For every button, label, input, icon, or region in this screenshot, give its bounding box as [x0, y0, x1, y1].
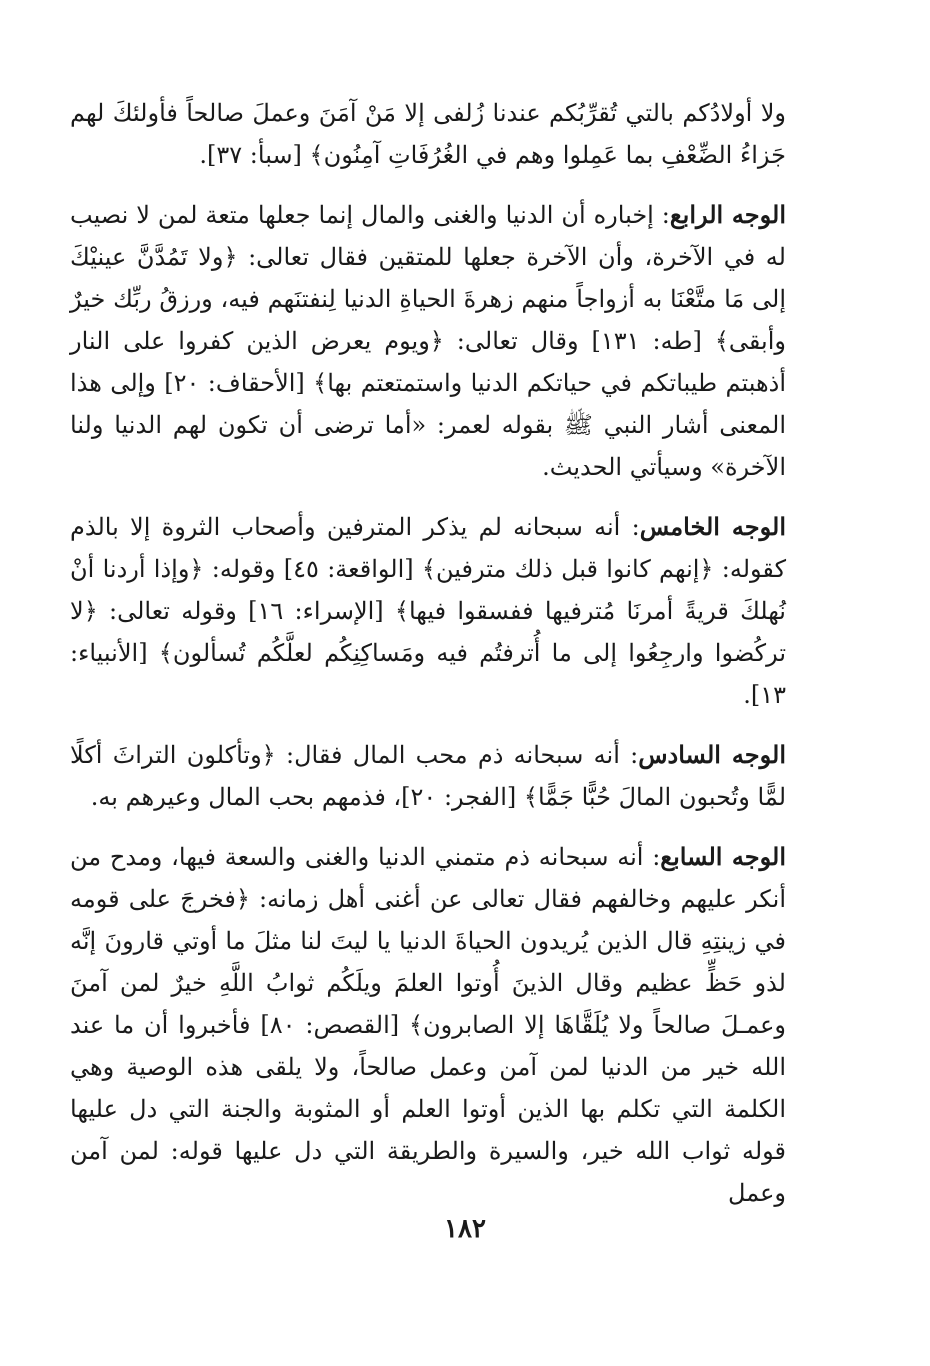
paragraph-text: ولا أولادُكم بالتي تُقرِّبُكم عندنا زُلفى إلا مَنْ آمَنَ وعملَ صالحاً فأولئكَ لهم جَزاءُ الضِّعْفِ بما عَمِلوا وهم في الغُرُفَاتِ آمِنُون﴾ [سبأ: ٣٧].	[70, 99, 786, 169]
paragraph-text: : أنه سبحانه ذم متمني الدنيا والغنى والسعة فيها، ومدح من أنكر عليهم وخالفهم فقال تعالى عن أغنى أهل زمانه: ﴿فخرجَ على قومه في زينتِهِ قال الذين يُريدون الحياةَ الدنيا يا ليتَ لنا مثلَ ما أوتي قارونَ إنَّه لذو حَظٍّ عظيم وقال الذينَ أُوتوا العلمَ ويلَكُم ثوابُ اللَّهِ خيرٌ لمن آمنَ وعمـلَ صالحاً ولا يُلَقَّاهَا إلا الصابرون﴾ [القصص: ٨٠] فأخبروا أن ما عند الله خير من الدنيا لمن آمن وعمل صالحاً، ولا يلقى هذه الوصية وهي الكلمة التي تكلم بها الذين أوتوا العلم أو المثوبة والجنة التي دل عليها قوله ثواب الله خير، والسيرة والطريقة التي دل عليها قوله: لمن آمن وعمل	[70, 843, 786, 1207]
paragraph-lead: الوجه الرابع	[669, 200, 786, 229]
paragraph-lead: الوجه السابع	[660, 842, 787, 871]
paragraph-2	[70, 194, 786, 488]
paragraph-1	[70, 92, 786, 176]
paragraph-lead: الوجه السادس	[638, 740, 787, 769]
paragraph-lead: الوجه الخامس	[639, 512, 786, 541]
paragraph-text: : أنه سبحانه ذم محب المال فقال: ﴿وتأكلون التراثَ أكلًا لمًّا وتُحبون المالَ حُبًّا جَمًّا﴾ [الفجر: ٢٠]، فذمهم بحب المال وعيرهم به.	[70, 741, 786, 811]
page-number: ١٨٢	[444, 1214, 486, 1244]
paragraph-text: : أنه سبحانه لم يذكر المترفين وأصحاب الثروة إلا بالذم كقوله: ﴿إنهم كانوا قبل ذلك مترفين﴾ [الواقعة: ٤٥] وقوله: ﴿وإذا أردنا أنْ نُهلكَ قريةً أمرنَا مُترفيها ففسقوا فيها﴾ [الإسراء: ١٦] وقوله تعالى: ﴿لا تركُضوا وارجِعُوا إلى ما أُترفتُم فيه ومَساكِنِكُم لعلَّكُم تُسألون﴾ [الأنبياء: ١٣].	[70, 513, 786, 709]
paragraph-5	[70, 836, 786, 1214]
paragraph-4	[70, 734, 786, 818]
paragraph-text: : إخباره أن الدنيا والغنى والمال إنما جعلها متعة لمن لا نصيب له في الآخرة، وأن الآخرة جعلها للمتقين فقال تعالى: ﴿ولا تَمُدَّنَّ عينيْكَ إلى مَا متَّعْنَا به أزواجاً منهم زهرةَ الحياةِ الدنيا لِنفتنَهم فيه، ورزقُ ربِّك خيرٌ وأبقى﴾ [طه: ١٣١] وقال تعالى: ﴿ويوم يعرض الذين كفروا على النار أذهبتم طيباتكم في حياتكم الدنيا واستمتعتم بها﴾ [الأحقاف: ٢٠] وإلى هذا المعنى أشار النبي ﷺ بقوله لعمر: «أما ترضى أن تكون لهم الدنيا ولنا الآخرة» وسيأتي الحديث.	[70, 201, 786, 481]
paragraph-3	[70, 506, 786, 716]
page-body	[70, 92, 786, 1232]
